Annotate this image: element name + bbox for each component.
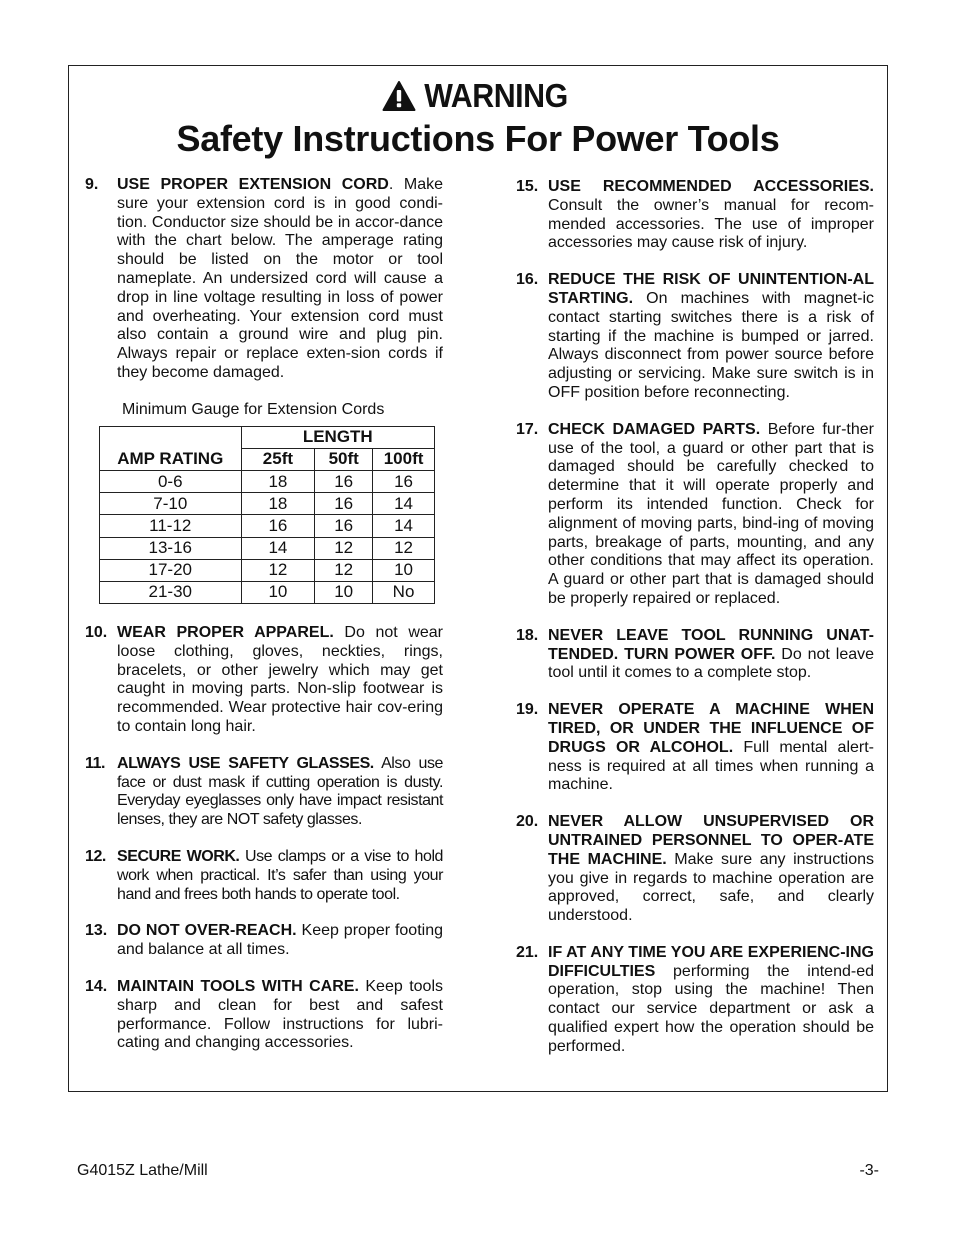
instruction-item-16 [516, 271, 874, 403]
item-heading: DO NOT OVER-REACH. [117, 922, 297, 940]
table-row [100, 581, 435, 603]
item-heading: USE PROPER EXTENSION CORD [117, 176, 389, 193]
item-body: Make sure any instructions you give in regards to machine operation are approved, correct, safe, and clearly understood. [548, 850, 875, 925]
table-cell: 11-12 [100, 515, 242, 537]
warning-box [68, 65, 888, 1092]
table-cell: 12 [241, 559, 315, 581]
table-cell: 16 [373, 470, 435, 492]
item-heading: IF AT ANY TIME YOU ARE EXPERIENC-ING DIFFICULTIES [548, 943, 874, 980]
instruction-item-15 [516, 178, 874, 253]
instruction-item-20 [516, 813, 874, 926]
item-body: Keep tools sharp and clean for best and safest performance. Follow instructions for lubri-cating and changing accessories. [117, 978, 443, 1052]
instruction-item-18 [516, 627, 874, 683]
table-cell: 21-30 [100, 581, 242, 603]
item-number: 14. [85, 978, 108, 996]
item-body: Full mental alert-ness is required at all times when running a machine. [548, 738, 875, 794]
instruction-item-11 [85, 755, 443, 830]
column-header: 50ft [315, 448, 373, 470]
table-cell: 12 [373, 537, 435, 559]
table-cell: 14 [373, 515, 435, 537]
warning-label: WARNING [424, 77, 568, 114]
right-column [516, 178, 874, 1075]
item-number: 11. [85, 754, 106, 772]
gauge-table [99, 426, 435, 605]
table-cell: 16 [315, 493, 373, 515]
instruction-item-9 [85, 176, 443, 383]
table-row [100, 493, 435, 515]
item-body: Do not wear loose clothing, gloves, neckties, rings, bracelets, or other jewelry which may get caught in moving parts. Non-slip footwear is recommended. Wear protective hair cov-ering to contain long hair. [117, 624, 443, 736]
footer-model: G4015Z Lathe/Mill [77, 1162, 208, 1179]
table-cell: 13-16 [100, 537, 242, 559]
table-cell: 18 [241, 470, 315, 492]
item-body: . Make sure your extension cord is in good condi-tion. Conductor size should be in accor-dance with the chart below. The amperage rating should be listed on the motor or tool nameplate. An undersized cord will cause a drop in line voltage resulting in loss of power and overheating. Your extension cord must also contain a ground wire and plug pin. Always repair or replace exten-sion cords if they become damaged. [117, 176, 444, 381]
table-header-row [100, 448, 435, 470]
item-number: 12. [85, 848, 106, 866]
item-heading: REDUCE THE RISK OF UNINTENTION-AL STARTING. [548, 271, 874, 307]
instruction-item-17 [516, 421, 874, 609]
instruction-item-10 [85, 624, 443, 737]
table-row [100, 537, 435, 559]
table-cell: 0-6 [100, 470, 242, 492]
warning-banner [69, 78, 887, 114]
table-cell: 10 [373, 559, 435, 581]
item-body: performing the intend-ed operation, stop using the machine! Then contact our service department or ask a qualified expert how the operation should be performed. [548, 962, 874, 1055]
table-cell: 12 [315, 537, 373, 559]
table-cell: 16 [315, 470, 373, 492]
warning-header [69, 78, 887, 160]
item-heading: NEVER ALLOW UNSUPERVISED OR UNTRAINED PERSONNEL TO OPER-ATE THE MACHINE. [548, 813, 874, 868]
page-number: -3- [859, 1162, 879, 1179]
item-number: 9. [85, 176, 99, 193]
item-body: Before fur-ther use of the tool, a guard or other part that is damaged should be carefully checked to determine that it will operate properly and perform its intended function. Check for alignment of moving parts, bind-ing of moving parts, breakage of parts, mounting, and any other conditions that may affect its operation. A guard or other part that is damaged should be properly repaired or replaced. [548, 420, 874, 607]
item-number: 16. [516, 271, 539, 289]
item-number: 21. [516, 943, 539, 961]
item-heading: CHECK DAMAGED PARTS. [548, 420, 761, 438]
page-title: Safety Instructions For Power Tools [176, 118, 780, 159]
left-column [85, 176, 443, 1071]
item-body: Consult the owner’s manual for recom-mended accessories. The use of improper accessories may cause risk of injury. [548, 196, 874, 252]
table-cell: 18 [241, 493, 315, 515]
item-heading: NEVER LEAVE TOOL RUNNING UNAT-TENDED. TURN POWER OFF. [548, 626, 874, 663]
item-number: 13. [85, 922, 108, 940]
table-cell: 7-10 [100, 493, 242, 515]
table-cell: 17-20 [100, 559, 242, 581]
instruction-item-19 [516, 701, 874, 795]
item-heading: ALWAYS USE SAFETY GLASSES. [117, 754, 374, 772]
item-heading: WEAR PROPER APPAREL. [117, 624, 334, 642]
table-cell: 14 [373, 493, 435, 515]
item-heading: MAINTAIN TOOLS WITH CARE. [117, 978, 359, 996]
length-header: LENGTH [241, 426, 434, 448]
item-heading: USE RECOMMENDED ACCESSORIES. [548, 178, 874, 195]
item-number: 20. [516, 813, 539, 831]
item-number: 10. [85, 624, 108, 642]
instruction-item-21 [516, 944, 874, 1057]
warning-triangle-icon [382, 80, 416, 112]
instruction-item-14 [85, 978, 443, 1053]
table-cell: No [373, 581, 435, 603]
table-cell: 14 [241, 537, 315, 559]
item-body: Also use face or dust mask if cutting operation is dusty. Everyday eyeglasses only have impact resistant lenses, they are NOT safety glasses. [117, 754, 443, 829]
column-header: 100ft [373, 448, 435, 470]
item-body: Do not leave tool until it comes to a complete stop. [548, 645, 875, 682]
item-body: Use clamps or a vise to hold work when practical. It’s safer than using your hand and frees both hands to operate tool. [117, 848, 444, 903]
table-cell: 16 [315, 515, 373, 537]
item-number: 17. [516, 420, 539, 438]
gauge-chart [85, 401, 443, 604]
table-row [100, 559, 435, 581]
item-heading: NEVER OPERATE A MACHINE WHEN TIRED, OR UNDER THE INFLUENCE OF DRUGS OR ALCOHOL. [548, 701, 874, 756]
item-heading: SECURE WORK. [117, 848, 240, 866]
table-header-row [100, 426, 435, 448]
item-number: 18. [516, 626, 539, 644]
instruction-item-13 [85, 922, 443, 960]
table-row [100, 515, 435, 537]
item-number: 15. [516, 178, 539, 195]
instruction-item-12 [85, 848, 443, 904]
item-body: On machines with magnet-ic contact starting switches there is a risk of starting if the machine is bumped or jarred. Always disconnect from power source before adjusting or servicing. Make sure switch is in OFF position before reconnecting. [548, 289, 874, 401]
column-header: AMP RATING [100, 448, 242, 470]
column-header: 25ft [241, 448, 315, 470]
table-cell: 16 [241, 515, 315, 537]
table-cell: 10 [315, 581, 373, 603]
table-cell: 12 [315, 559, 373, 581]
item-body: Keep proper footing and balance at all times. [117, 922, 443, 959]
item-number: 19. [516, 701, 539, 719]
table-cell: 10 [241, 581, 315, 603]
table-corner-cell [100, 426, 242, 448]
gauge-chart-caption: Minimum Gauge for Extension Cords [122, 400, 385, 418]
table-row [100, 470, 435, 492]
